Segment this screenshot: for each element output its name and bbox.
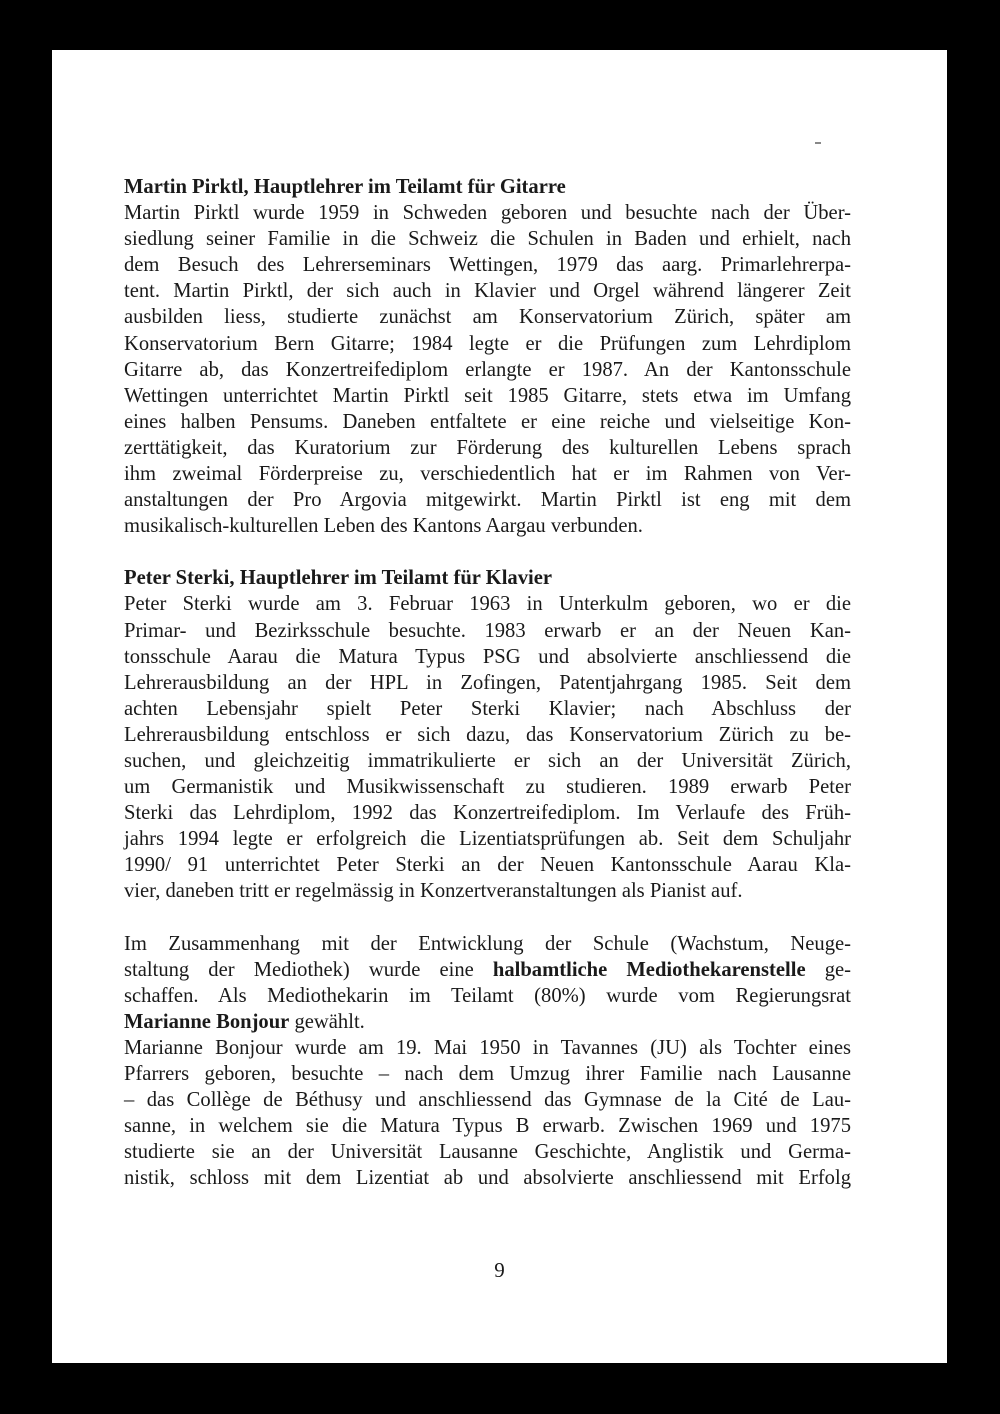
text-line: musikalisch-kulturellen Leben des Kantons Aargau verbunden. xyxy=(124,515,643,538)
text-line: Im Zusammenhang mit der Entwicklung der Schule (Wachstum, Neuge- xyxy=(124,932,851,955)
section-heading: Martin Pirktl, Hauptlehrer im Teilamt für Gitarre xyxy=(124,176,566,198)
text-line: Konservatorium Bern Gitarre; 1984 legte er die Prüfungen zum Lehrdiplom xyxy=(124,332,851,355)
text-line: Gitarre ab, das Konzertreifediplom erlangte er 1987. An der Kantonsschule xyxy=(124,358,851,381)
text-line: ihm zweimal Förderpreise zu, verschiedentlich hat er im Rahmen von Ver- xyxy=(124,463,851,486)
text-line: zerttätigkeit, das Kuratorium zur Förderung des kulturellen Lebens sprach xyxy=(124,436,851,459)
text-run: gewählt. xyxy=(289,1010,365,1033)
document-page xyxy=(52,50,947,1363)
scan-mark xyxy=(815,142,821,144)
text-line: Sterki das Lehrdiplom, 1992 das Konzertreifediplom. Im Verlaufe des Früh- xyxy=(124,802,851,825)
text-line: Pfarrers geboren, besuchte – nach dem Umzug ihrer Familie nach Lausanne xyxy=(124,1063,851,1085)
text-line: sanne, in welchem sie die Matura Typus B erwarb. Zwischen 1969 und 1975 xyxy=(124,1115,851,1138)
section-body xyxy=(124,591,851,904)
text-line: Primar- und Bezirksschule besuchte. 1983 erwarb er an der Neuen Kan- xyxy=(124,619,851,642)
page-number: 9 xyxy=(494,1258,505,1282)
bonjour-paragraph xyxy=(124,1035,851,1192)
section-pirktl xyxy=(124,174,851,539)
mediothek-paragraph xyxy=(124,931,851,1035)
text-line: jahrs 1994 legte er erfolgreich die Lizentiatsprüfungen ab. Seit dem Schuljahr xyxy=(124,828,851,851)
text-line: schaffen. Als Mediothekarin im Teilamt (80%) wurde vom Regierungsrat xyxy=(124,984,851,1007)
text-line: tonsschule Aarau die Matura Typus PSG und absolvierte anschliessend die xyxy=(124,645,851,668)
text-line xyxy=(124,957,851,983)
text-line: Lehrerausbildung entschloss er sich dazu, das Konservatorium Zürich zu be- xyxy=(124,723,851,746)
section-sterki xyxy=(124,565,851,904)
text-line: Lehrerausbildung an der HPL in Zofingen, Patentjahrgang 1985. Seit dem xyxy=(124,671,851,694)
text-line: achten Lebensjahr spielt Peter Sterki Klavier; nach Abschluss der xyxy=(124,697,851,720)
text-line: Martin Pirktl wurde 1959 in Schweden geboren und besuchte nach der Über- xyxy=(124,202,851,225)
text-line: vier, daneben tritt er regelmässig in Konzertveranstaltungen als Pianist auf. xyxy=(124,880,743,903)
text-line: 1990/ 91 unterrichtet Peter Sterki an der Neuen Kantonsschule Aarau Kla- xyxy=(124,854,851,877)
text-line: siedlung seiner Familie in die Schweiz die Schulen in Baden und erhielt, nach xyxy=(124,228,851,251)
bold-position-title: halbamtliche Mediothekarenstelle xyxy=(492,958,806,981)
page-content xyxy=(124,174,851,1191)
section-heading: Peter Sterki, Hauptlehrer im Teilamt für Klavier xyxy=(124,567,553,590)
section-mediothek xyxy=(124,931,851,1192)
text-line: ausbilden liess, studierte zunächst am Konservatorium Zürich, später am xyxy=(124,306,851,329)
text-run: ge- xyxy=(805,958,851,981)
text-line: anstaltungen der Pro Argovia mitgewirkt. Martin Pirktl ist eng mit dem xyxy=(124,489,851,512)
text-line: – das Collège de Béthusy und anschliessend das Gymnase de la Cité de Lau- xyxy=(124,1089,851,1112)
bold-person-name: Marianne Bonjour xyxy=(124,1010,290,1033)
text-line: tent. Martin Pirktl, der sich auch in Klavier und Orgel während längerer Zeit xyxy=(124,280,851,303)
text-line: dem Besuch des Lehrerseminars Wettingen, 1979 das aarg. Primarlehrerpa- xyxy=(124,254,851,277)
text-line: nistik, schloss mit dem Lizentiat ab und absolvierte anschliessend mit Erfolg xyxy=(124,1167,851,1190)
section-body xyxy=(124,200,851,539)
text-line: Marianne Bonjour wurde am 19. Mai 1950 in Tavannes (JU) als Tochter eines xyxy=(124,1036,851,1059)
text-line xyxy=(124,1009,851,1035)
text-line: studierte sie an der Universität Lausanne Geschichte, Anglistik und Germa- xyxy=(124,1141,851,1164)
text-line: Peter Sterki wurde am 3. Februar 1963 in Unterkulm geboren, wo er die xyxy=(124,593,851,616)
text-run: staltung der Mediothek) wurde eine xyxy=(124,958,493,981)
text-line: eines halben Pensums. Daneben entfaltete er eine reiche und vielseitige Kon- xyxy=(124,410,851,433)
text-line: suchen, und gleichzeitig immatrikulierte er sich an der Universität Zürich, xyxy=(124,749,851,772)
text-line: Wettingen unterrichtet Martin Pirktl seit 1985 Gitarre, stets etwa im Umfang xyxy=(124,384,851,407)
text-line: um Germanistik und Musikwissenschaft zu studieren. 1989 erwarb Peter xyxy=(124,776,851,799)
